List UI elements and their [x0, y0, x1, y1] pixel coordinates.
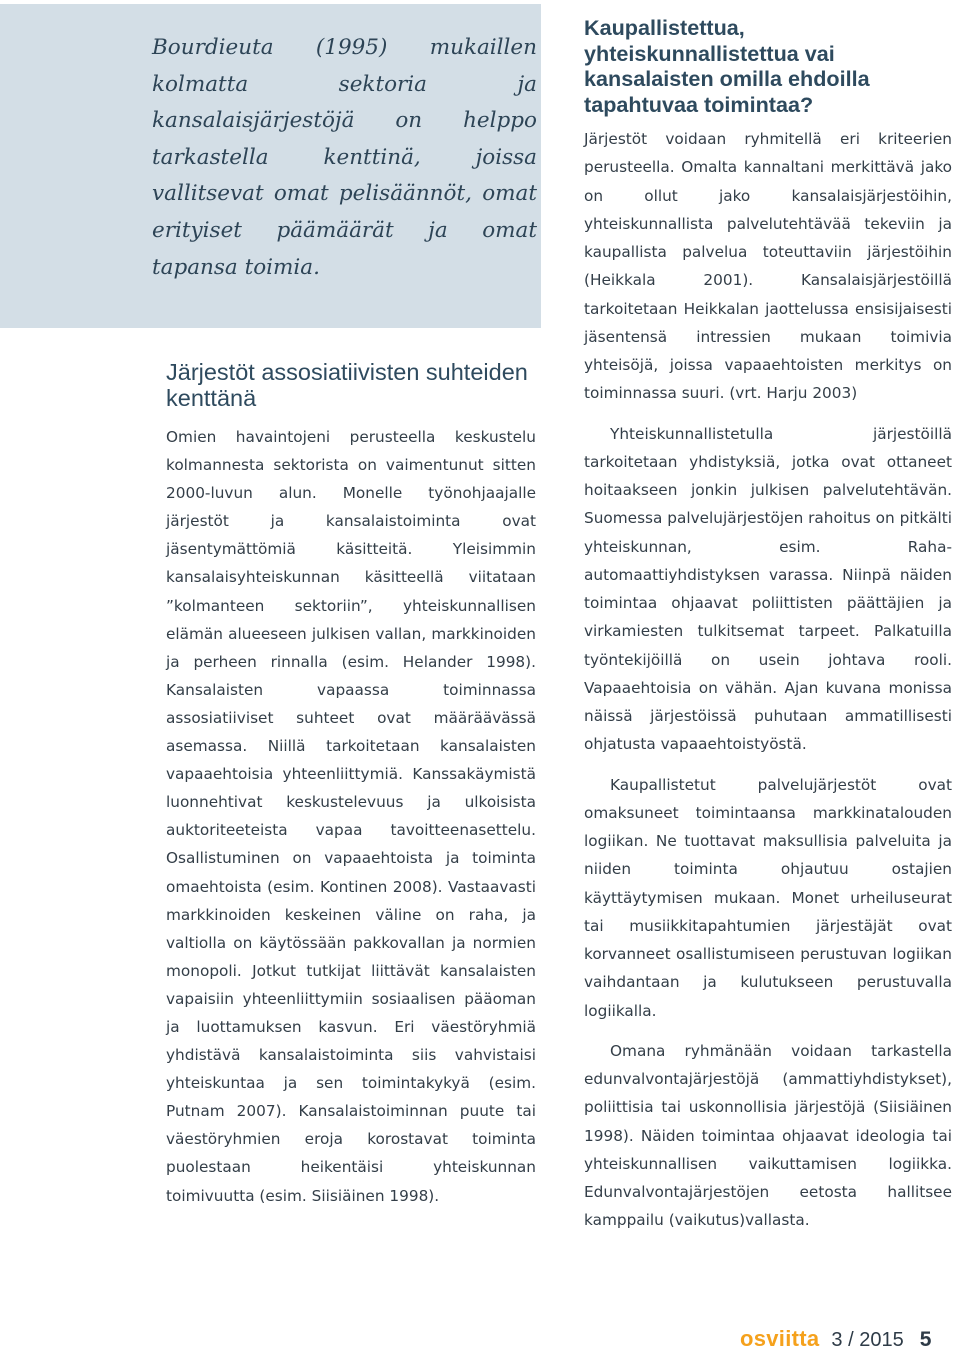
issue-number: 3 / 2015	[831, 1329, 904, 1351]
left-paragraph: Omien havaintojeni perusteella keskustelu kolmannesta sektorista on vaimentunut sitten 2000-luvun alun. Monelle työnohjaajalle järjestöt ja kansalaistoiminta ovat jäsentymättömiä käsitteitä. Yleisimmin kansalaisyhteiskunnan käsitteellä viitataan ”kolmanteen sektoriin”, yhteiskunnallisen elämän alueeseen julkisen vallan, markkinoiden ja perheen rinnalla (esim. Helander 1998). Kansalaisten vapaassa toiminnassa assosiatiiviset suhteet ovat määräävässä asemassa. Niillä tarkoitetaan kansalaisten vapaaehtoisia yhteenliittymiä. Kanssakäymistä luonnehtivat keskustelevuus ja ulkoisista auktoriteeteista vapaa tavoitteenasettelu. Osallistuminen on vapaaehtoista ja toiminta omaehtoista (esim. Kontinen 2008). Vastaavasti markkinoiden keskeinen väline on raha, ja valtiolla on käytössään pakkovallan ja normien monopoli. Jotkut tutkijat liittävät kansalaisten vapaisiin yhteenliittymiin sosiaalisen pääoman ja luottamuksen kasvun. Eri väestöryhmiä yhdistävä kansalaistoiminta siis vahvistaisi yhteiskuntaa ja sen toimintakykyä (esim. Putnam 2007). Kansalaistoiminnan puute tai väestöryhmien eroja korostavat toiminta puolestaan heikentäisi yhteiskunnan toimivuutta (esim. Siisiäinen 1998).	[166, 428, 536, 1205]
right-paragraph-3: Kaupallistetut palvelujärjestöt ovat omaksuneet toimintaansa markkinatalouden logiikan. Ne tuottavat maksullisia palveluita ja niiden toiminta ohjautuu ostajien käyttäytymisen mukaan. Monet urheiluseurat tai musiikkitapahtumien järjestäjät ovat korvanneet osallistumiseen perustuvan logiikan vaihdantaan ja kulutukseen perustuvalla logiikalla.	[584, 775, 952, 1020]
pull-quote-box	[0, 4, 541, 328]
brand-logo: osviitta	[740, 1326, 820, 1351]
pull-quote-text: Bourdieuta (1995) mukaillen kolmatta sektoria ja kansalaisjärjestöjä on helppo tarkastella kenttinä, joissa vallitsevat omat pelisäännöt, omat erityiset päämäärät ja omat tapansa toimia.	[152, 35, 537, 280]
right-section-heading: Kaupallistettua, yhteiskunnallistettua vai kansalaisten omilla ehdoilla tapahtuvaa toimintaa?	[584, 15, 870, 117]
right-paragraph-1: Järjestöt voidaan ryhmitellä eri kriteerien perusteella. Omalta kannaltani merkittävä jako on ollut jako kansalaisjärjestöihin, yhteiskunnallista palvelutehtävää tekeviin ja kaupallista palvelua toteuttaviin järjestöihin (Heikkala 2001). Kansalaisjärjestöillä tarkoitetaan Heikkalan jaottelussa ensisijaisesti jäsentensä intressien mukaan toimivia yhteisöjä, joissa vapaaehtoisten merkitys on toiminnassa suuri. (vrt. Harju 2003)	[584, 130, 952, 403]
left-section-heading: Järjestöt assosiatiivisten suhteiden kenttänä	[166, 359, 528, 411]
left-column	[166, 360, 536, 1210]
right-paragraph-4: Omana ryhmänään voidaan tarkastella edunvalvontajärjestöjä (ammattiyhdistykset), poliittisia tai uskonnollisia järjestöjä (Siisiäinen 1998). Näiden toimintaa ohjaavat ideologia tai yhteiskunnallisen vaikuttamisen logiikka. Edunvalvontajärjestöjen eetosta hallitsee kamppailu (vaikutus)vallasta.	[584, 1041, 952, 1230]
page-number: 5	[919, 1328, 932, 1351]
right-column	[584, 15, 952, 1235]
right-paragraph-2: Yhteiskunnallistetulla järjestöillä tarkoitetaan yhdistyksiä, jotka ovat ottaneet hoitaakseen jonkin julkisen palvelutehtävän. Suomessa palvelujärjestöjen rahoitus on pitkälti yhteiskunnan, esim. Raha-automaattiyhdistyksen varassa. Niinpä näiden toimintaa ohjaavat poliittisten päättäjien ja virkamiesten tulkitsemat tarpeet. Palkatuilla työntekijöillä on usein johtava rooli. Vapaaehtoisia on vähän. Ajan kuvana monissa näissä järjestöissä puhutaan ammatillisesti ohjatusta vapaaehtoistyöstä.	[584, 424, 952, 754]
page-footer	[740, 1326, 931, 1356]
